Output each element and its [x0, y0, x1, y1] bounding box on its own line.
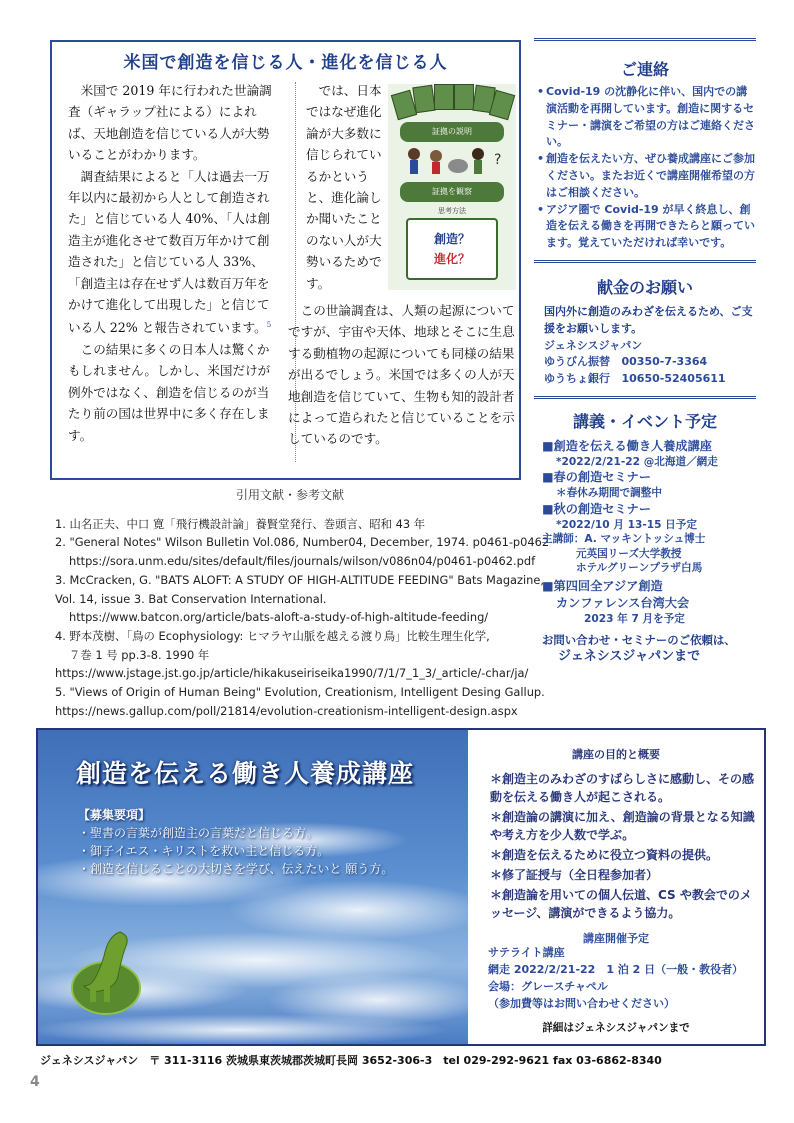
donation-block	[534, 304, 756, 388]
event-speaker-title: 元英国リーズ大学教授	[576, 547, 682, 560]
article-box	[50, 40, 521, 480]
book-label-evolution: 進化？	[433, 252, 470, 266]
events-title: 講義・イベント予定	[572, 411, 717, 431]
bank-number: 10650-52405611	[621, 372, 726, 386]
course-info	[468, 730, 764, 1044]
events-list	[534, 438, 756, 666]
article-paragraph: 米国で 2019 年に行われた世論調査（ギャラップ社による）によれば、天地創造を信じている人が大勢いることがわかります。	[68, 83, 272, 163]
recruitment-requirements	[78, 806, 393, 878]
schedule-line: 会場：グレースチャペル	[488, 980, 608, 993]
reference-item: https://sora.unm.edu/sites/default/files/journals/wilson/v086n04/p0461-p0462.pdf	[69, 554, 536, 569]
bank-transfer	[544, 371, 756, 388]
recruitment-item: ・御子イエス・キリストを救い主と信じる方。	[78, 844, 330, 858]
purpose-item: ＊創造論の講演に加え、創造論の背景となる知識や考え方を少人数で学ぶ。	[490, 810, 755, 842]
schedule-line: 網走 2022/2/21-22 1 泊 2 日（一般・教役者）	[488, 963, 744, 976]
purpose-item: ＊創造論を用いての個人伝道、CS や教会でのメッセージ、講演ができるよう協力。	[490, 888, 752, 920]
contact-item: • 創造を伝えたい方、ぜひ養成講座にご参加ください。またお近くで講座開催希望の方はご相談ください。	[534, 151, 756, 201]
postal-transfer	[544, 354, 756, 371]
reference-item: Vol. 14, issue 3. Bat Conservation International.	[55, 591, 327, 606]
event-item: ■秋の創造セミナー	[542, 501, 652, 516]
illustration-caption: 思考方法	[438, 207, 466, 215]
schedule-line: サテライト講座	[488, 946, 565, 959]
course-banner	[36, 728, 766, 1046]
divider	[534, 260, 756, 263]
illustration-card	[434, 84, 454, 110]
svg-text:?: ?	[494, 152, 502, 168]
page-number: 4	[30, 1074, 40, 1090]
article-right-column-top	[306, 80, 385, 294]
event-venue: ホテルグリーンプラザ白馬	[576, 562, 703, 575]
article-right-column-bottom	[288, 300, 516, 450]
illustration-figures	[402, 144, 502, 178]
recruitment-item: ・創造を信じることの大切さを学び、伝えたいと 願う方。	[78, 862, 394, 876]
donation-text: 国内外に創造のみわざを伝えるため、ご支援をお願いします。	[544, 304, 753, 335]
event-detail: *2022/10 月 13-15 日予定	[556, 518, 697, 531]
reference-item: 1. 山名正夫、中口 寛「飛行機設計論」養賢堂発行、巻頭言、昭和 43 年	[55, 516, 426, 531]
divider	[534, 396, 756, 399]
schedule-line: （参加費等はお問い合わせください）	[488, 997, 675, 1010]
reference-list	[55, 515, 550, 721]
reference-item: 3. McCracken, G. "BATS ALOFT: A STUDY OF HIGH-ALTITUDE FEEDING" Bats Magazine,	[55, 572, 545, 587]
sky-background	[38, 730, 468, 1044]
references	[55, 486, 550, 720]
event-item: ■創造を伝える働き人養成講座	[542, 438, 712, 453]
article-title: 米国で創造を信じる人・進化を信じる人	[123, 53, 448, 73]
article-paragraph: この世論調査は、人類の起源についてですが、宇宙や天体、地球とそこに生息する動植物の起源についても同様の結果が出るでしょう。米国では多くの人が天地創造を信じていて、生物も知的設計者によって造られたと信じていることを示しているのです。	[288, 303, 515, 447]
purpose-item: ＊修了証授与（全日程参加者）	[490, 868, 659, 882]
donation-org: ジェネシスジャパン	[544, 338, 643, 352]
article-paragraph: この結果に多くの日本人は驚くかもしれません。しかし、米国だけが例外ではなく、創造を信じるのが当たり前の国は世界中に多く存在します。	[68, 342, 271, 443]
schedule-title: 講座開催予定	[583, 932, 649, 945]
course-title: 創造を伝える働き人養成講座	[76, 759, 415, 788]
article-paragraph-text: 調査結果によると「人は過去一万年以内に最初から人として創造された」と信じている人 40%、「人は創造主が進化させて数百万年かけて創造された」と信じている人 33%、「創造主は存在せず人は数百万年をかけて進化して出現した」と信じている人 22% と報告されています。	[68, 168, 271, 336]
reference-item: 5. "Views of Origin of Human Being" Evolution, Creationism, Intelligent Desing Gallup.	[55, 685, 545, 700]
illustration-book	[406, 218, 498, 280]
illustration-banner-bottom: 証拠を観察	[400, 182, 504, 202]
footnote-marker[interactable]: 5	[266, 321, 272, 330]
inquiry-org: ジェネシスジャパンまで	[558, 649, 701, 665]
contact-list	[534, 84, 756, 252]
details-note: 詳細はジェネシスジャパンまで	[542, 1022, 690, 1034]
inquiry-line: お問い合わせ・セミナーのご依頼は、	[542, 633, 736, 648]
reference-item: ７巻 1 号 pp.3-8. 1990 年	[69, 647, 210, 662]
purpose-title: 講座の目的と概要	[572, 748, 660, 761]
creation-evolution-illustration	[388, 84, 516, 290]
sidebar	[534, 38, 756, 666]
article-left-column	[68, 80, 280, 446]
divider	[534, 38, 756, 41]
illustration-card	[454, 84, 474, 110]
asia-conference-name: カンファレンス台湾大会	[556, 595, 690, 610]
contact-item: • Covid-19 の沈静化に伴い、国内での講演活動を再開しています。創造に関するセミナー・講演をご希望の方はご連絡ください。	[534, 84, 756, 151]
event-detail: ＊春休み期間で調整中	[556, 487, 662, 500]
asia-conference: ■第四回全アジア創造	[542, 578, 663, 593]
reference-item: https://news.gallup.com/poll/21814/evolution-creationism-intelligent-design.aspx	[55, 703, 518, 718]
book-label-creation: 創造？	[433, 232, 470, 246]
event-speaker: 主講師：A. マッキントッシュ博士	[542, 533, 706, 546]
article-paragraph: では、日本ではなぜ進化論が大多数に信じられているかというと、進化論しか聞いたことのない人が大勢いるためです。	[306, 83, 382, 291]
purpose-item: ＊創造を伝えるために役立つ資料の提供。	[490, 848, 719, 862]
purpose-item: ＊創造主のみわざのすばらしさに感動し、その感動を伝える働き人が起こされる。	[490, 772, 755, 804]
postal-number: 00350-7-3364	[621, 355, 708, 369]
event-item: ■春の創造セミナー	[542, 470, 652, 485]
article-paragraph	[68, 166, 280, 339]
illustration-card	[412, 85, 435, 114]
references-title: 引用文献・参考文献	[235, 488, 344, 502]
donation-title: 献金のお願い	[596, 277, 693, 297]
bank-label: ゆうちょ銀行	[544, 372, 610, 386]
illustration-banner-top: 証拠の説明	[400, 122, 504, 142]
recruitment-title: 【募集要項】	[78, 808, 151, 822]
contact-title: ご連絡	[620, 60, 669, 79]
reference-item: https://www.batcon.org/article/bats-aloft-a-study-of-high-altitude-feeding/	[69, 610, 489, 625]
footer-address: ジェネシスジャパン 〒 311-3116 茨城県東茨城郡茨城町長岡 3652-306-3 tel 029-292-9621 fax 03-6862-8340	[40, 1054, 662, 1067]
recruitment-item: ・聖書の言葉が創造主の言葉だと信じる方。	[78, 826, 319, 840]
genesis-japan-logo	[68, 926, 152, 1022]
postal-label: ゆうびん振替	[544, 355, 610, 369]
reference-item: 2. "General Notes" Wilson Bulletin Vol.086, Number04, December, 1974. p0461-p0462	[55, 535, 550, 550]
contact-item: • アジア圏で Covid-19 が早く終息し、創造を伝える働きを再開できたらと願っています。覚えていただければ幸いです。	[534, 202, 756, 252]
reference-item: 4. 野本茂樹、「鳥の Ecophysiology: ヒマラヤ山脈を越える渡り鳥」比較生理生化学,	[55, 628, 490, 643]
reference-item: https://www.jstage.jst.go.jp/article/hikakuseiriseika1990/7/1/7_1_3/_article/-char/ja/	[55, 666, 529, 681]
asia-conference-date: 2023 年 7 月を予定	[584, 612, 685, 625]
event-detail: *2022/2/21-22 @北海道／網走	[556, 455, 718, 468]
